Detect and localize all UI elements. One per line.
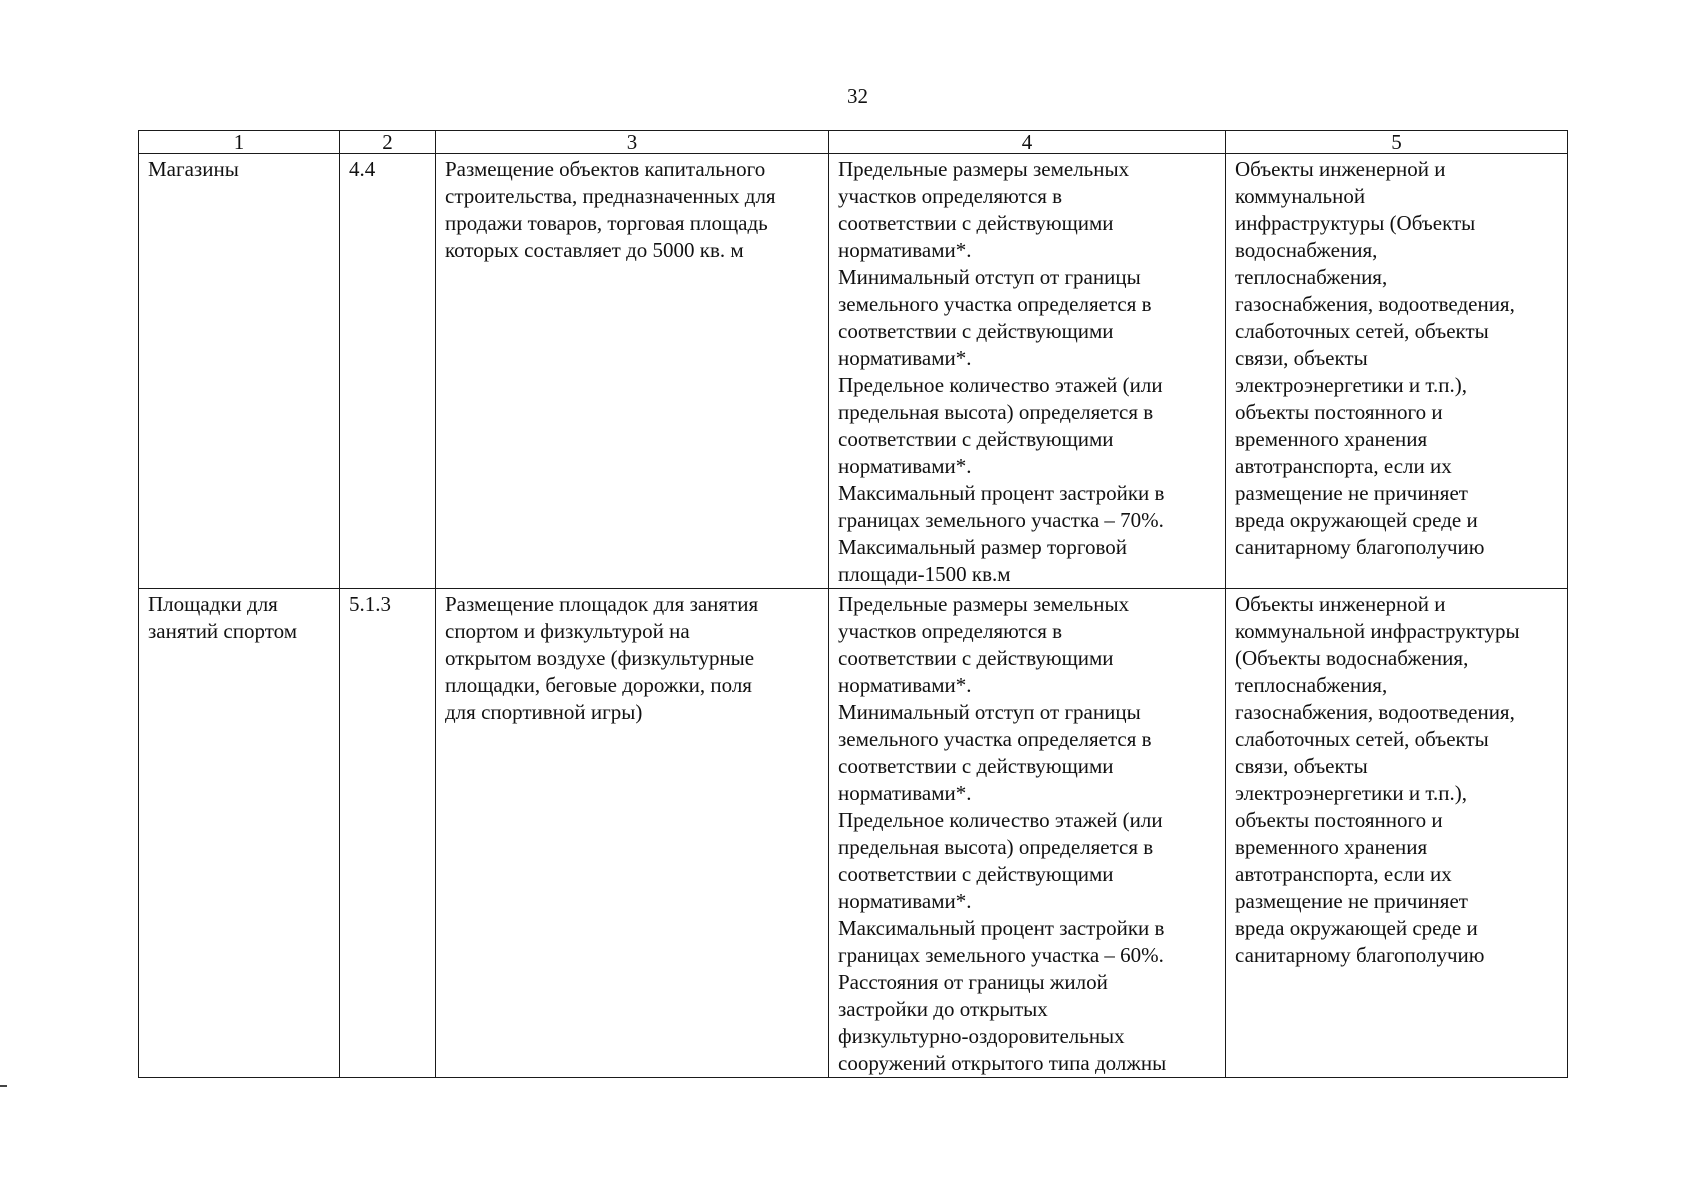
cell-line: Размещение объектов капитального bbox=[445, 157, 766, 181]
cell-line: Минимальный отступ от границы bbox=[838, 265, 1141, 289]
cell-line: земельного участка определяется в bbox=[838, 292, 1152, 316]
cell-line: Расстояния от границы жилой bbox=[838, 970, 1108, 994]
cell-line: размещение не причиняет bbox=[1235, 889, 1468, 913]
cell-line: Предельное количество этажей (или bbox=[838, 808, 1163, 832]
cell-line: связи, объекты bbox=[1235, 346, 1368, 370]
cell-line: нормативами*. bbox=[838, 454, 972, 478]
cell-line: слаботочных сетей, объекты bbox=[1235, 319, 1489, 343]
cell-line: автотранспорта, если их bbox=[1235, 454, 1452, 478]
column-header-5: 5 bbox=[1226, 131, 1568, 154]
cell-line: Максимальный размер торговой bbox=[838, 535, 1127, 559]
cell-line: Максимальный процент застройки в bbox=[838, 481, 1165, 505]
cell-line: газоснабжения, водоотведения, bbox=[1235, 700, 1515, 724]
column-header-3: 3 bbox=[436, 131, 829, 154]
cell-line: земельного участка определяется в bbox=[838, 727, 1152, 751]
cell-line: вреда окружающей среде и bbox=[1235, 916, 1478, 940]
cell-line: (Объекты водоснабжения, bbox=[1235, 646, 1469, 670]
cell-line: соответствии с действующими bbox=[838, 211, 1114, 235]
cell-line: соответствии с действующими bbox=[838, 862, 1114, 886]
cell-line: Площадки для bbox=[148, 592, 278, 616]
cell-line: строительства, предназначенных для bbox=[445, 184, 776, 208]
cell-code: 4.4 bbox=[340, 154, 436, 589]
cell-line: размещение не причиняет bbox=[1235, 481, 1468, 505]
cell-line: коммунальной инфраструктуры bbox=[1235, 619, 1520, 643]
column-header-1: 1 bbox=[139, 131, 340, 154]
cell-line: участков определяются в bbox=[838, 184, 1063, 208]
cell-line: соответствии с действующими bbox=[838, 319, 1114, 343]
cell-line: электроэнергетики и т.п.), bbox=[1235, 781, 1467, 805]
cell-line: вреда окружающей среде и bbox=[1235, 508, 1478, 532]
zoning-table bbox=[138, 130, 1568, 1078]
cell-line: предельная высота) определяется в bbox=[838, 400, 1154, 424]
cell-line: объекты постоянного и bbox=[1235, 400, 1443, 424]
cell-line: соответствии с действующими bbox=[838, 754, 1114, 778]
cell-name bbox=[139, 589, 340, 1078]
column-header-2: 2 bbox=[340, 131, 436, 154]
cell-line: предельная высота) определяется в bbox=[838, 835, 1154, 859]
cell-line: Предельные размеры земельных bbox=[838, 157, 1130, 181]
cell-line: теплоснабжения, bbox=[1235, 673, 1388, 697]
cell-line: сооружений открытого типа должны bbox=[838, 1051, 1167, 1075]
cell-line: участков определяются в bbox=[838, 619, 1063, 643]
cell-line: связи, объекты bbox=[1235, 754, 1368, 778]
cell-line: водоснабжения, bbox=[1235, 238, 1378, 262]
cell-line: Максимальный процент застройки в bbox=[838, 916, 1165, 940]
cell-line: которых составляет до 5000 кв. м bbox=[445, 238, 744, 262]
cell-line: объекты постоянного и bbox=[1235, 808, 1443, 832]
page-number: 32 bbox=[847, 84, 868, 108]
cell-code: 5.1.3 bbox=[340, 589, 436, 1078]
cell-line: границах земельного участка – 70%. bbox=[838, 508, 1164, 532]
cell-line: физкультурно-оздоровительных bbox=[838, 1024, 1125, 1048]
cell-line: продажи товаров, торговая площадь bbox=[445, 211, 768, 235]
cell-line: площадки, беговые дорожки, поля bbox=[445, 673, 752, 697]
cell-line: границах земельного участка – 60%. bbox=[838, 943, 1164, 967]
header-row bbox=[139, 131, 1568, 154]
cell-line: нормативами*. bbox=[838, 238, 972, 262]
cell-line: нормативами*. bbox=[838, 346, 972, 370]
cell-line: спортом и физкультурой на bbox=[445, 619, 690, 643]
cell-line: автотранспорта, если их bbox=[1235, 862, 1452, 886]
cell-line: Предельные размеры земельных bbox=[838, 592, 1130, 616]
cell-line: соответствии с действующими bbox=[838, 646, 1114, 670]
cell-line: санитарному благополучию bbox=[1235, 535, 1485, 559]
cell-line: слаботочных сетей, объекты bbox=[1235, 727, 1489, 751]
cell-line: застройки до открытых bbox=[838, 997, 1048, 1021]
cell-parameters bbox=[829, 589, 1226, 1078]
cell-line: коммунальной bbox=[1235, 184, 1366, 208]
cell-description bbox=[436, 154, 829, 589]
cell-line: занятий спортом bbox=[148, 619, 297, 643]
cell-description bbox=[436, 589, 829, 1078]
cell-line: для спортивной игры) bbox=[445, 700, 643, 724]
cell-line: Объекты инженерной и bbox=[1235, 157, 1446, 181]
cell-name: Магазины bbox=[139, 154, 340, 589]
cell-line: теплоснабжения, bbox=[1235, 265, 1388, 289]
cell-line: газоснабжения, водоотведения, bbox=[1235, 292, 1515, 316]
table-row bbox=[139, 154, 1568, 589]
cell-line: временного хранения bbox=[1235, 835, 1428, 859]
cell-parameters bbox=[829, 154, 1226, 589]
cell-line: площади-1500 кв.м bbox=[838, 562, 1011, 586]
cell-line: электроэнергетики и т.п.), bbox=[1235, 373, 1467, 397]
cell-line: нормативами*. bbox=[838, 781, 972, 805]
cell-line: Размещение площадок для занятия bbox=[445, 592, 759, 616]
cell-auxiliary bbox=[1226, 154, 1568, 589]
column-header-4: 4 bbox=[829, 131, 1226, 154]
cell-auxiliary bbox=[1226, 589, 1568, 1078]
cell-line: открытом воздухе (физкультурные bbox=[445, 646, 755, 670]
cell-line: санитарному благополучию bbox=[1235, 943, 1485, 967]
cell-line: соответствии с действующими bbox=[838, 427, 1114, 451]
cell-line: Минимальный отступ от границы bbox=[838, 700, 1141, 724]
cell-line: Объекты инженерной и bbox=[1235, 592, 1446, 616]
cell-line: временного хранения bbox=[1235, 427, 1428, 451]
scan-edge-mark bbox=[0, 1085, 7, 1087]
table-row bbox=[139, 589, 1568, 1078]
cell-line: инфраструктуры (Объекты bbox=[1235, 211, 1476, 235]
cell-line: нормативами*. bbox=[838, 673, 972, 697]
cell-line: Предельное количество этажей (или bbox=[838, 373, 1163, 397]
cell-line: нормативами*. bbox=[838, 889, 972, 913]
